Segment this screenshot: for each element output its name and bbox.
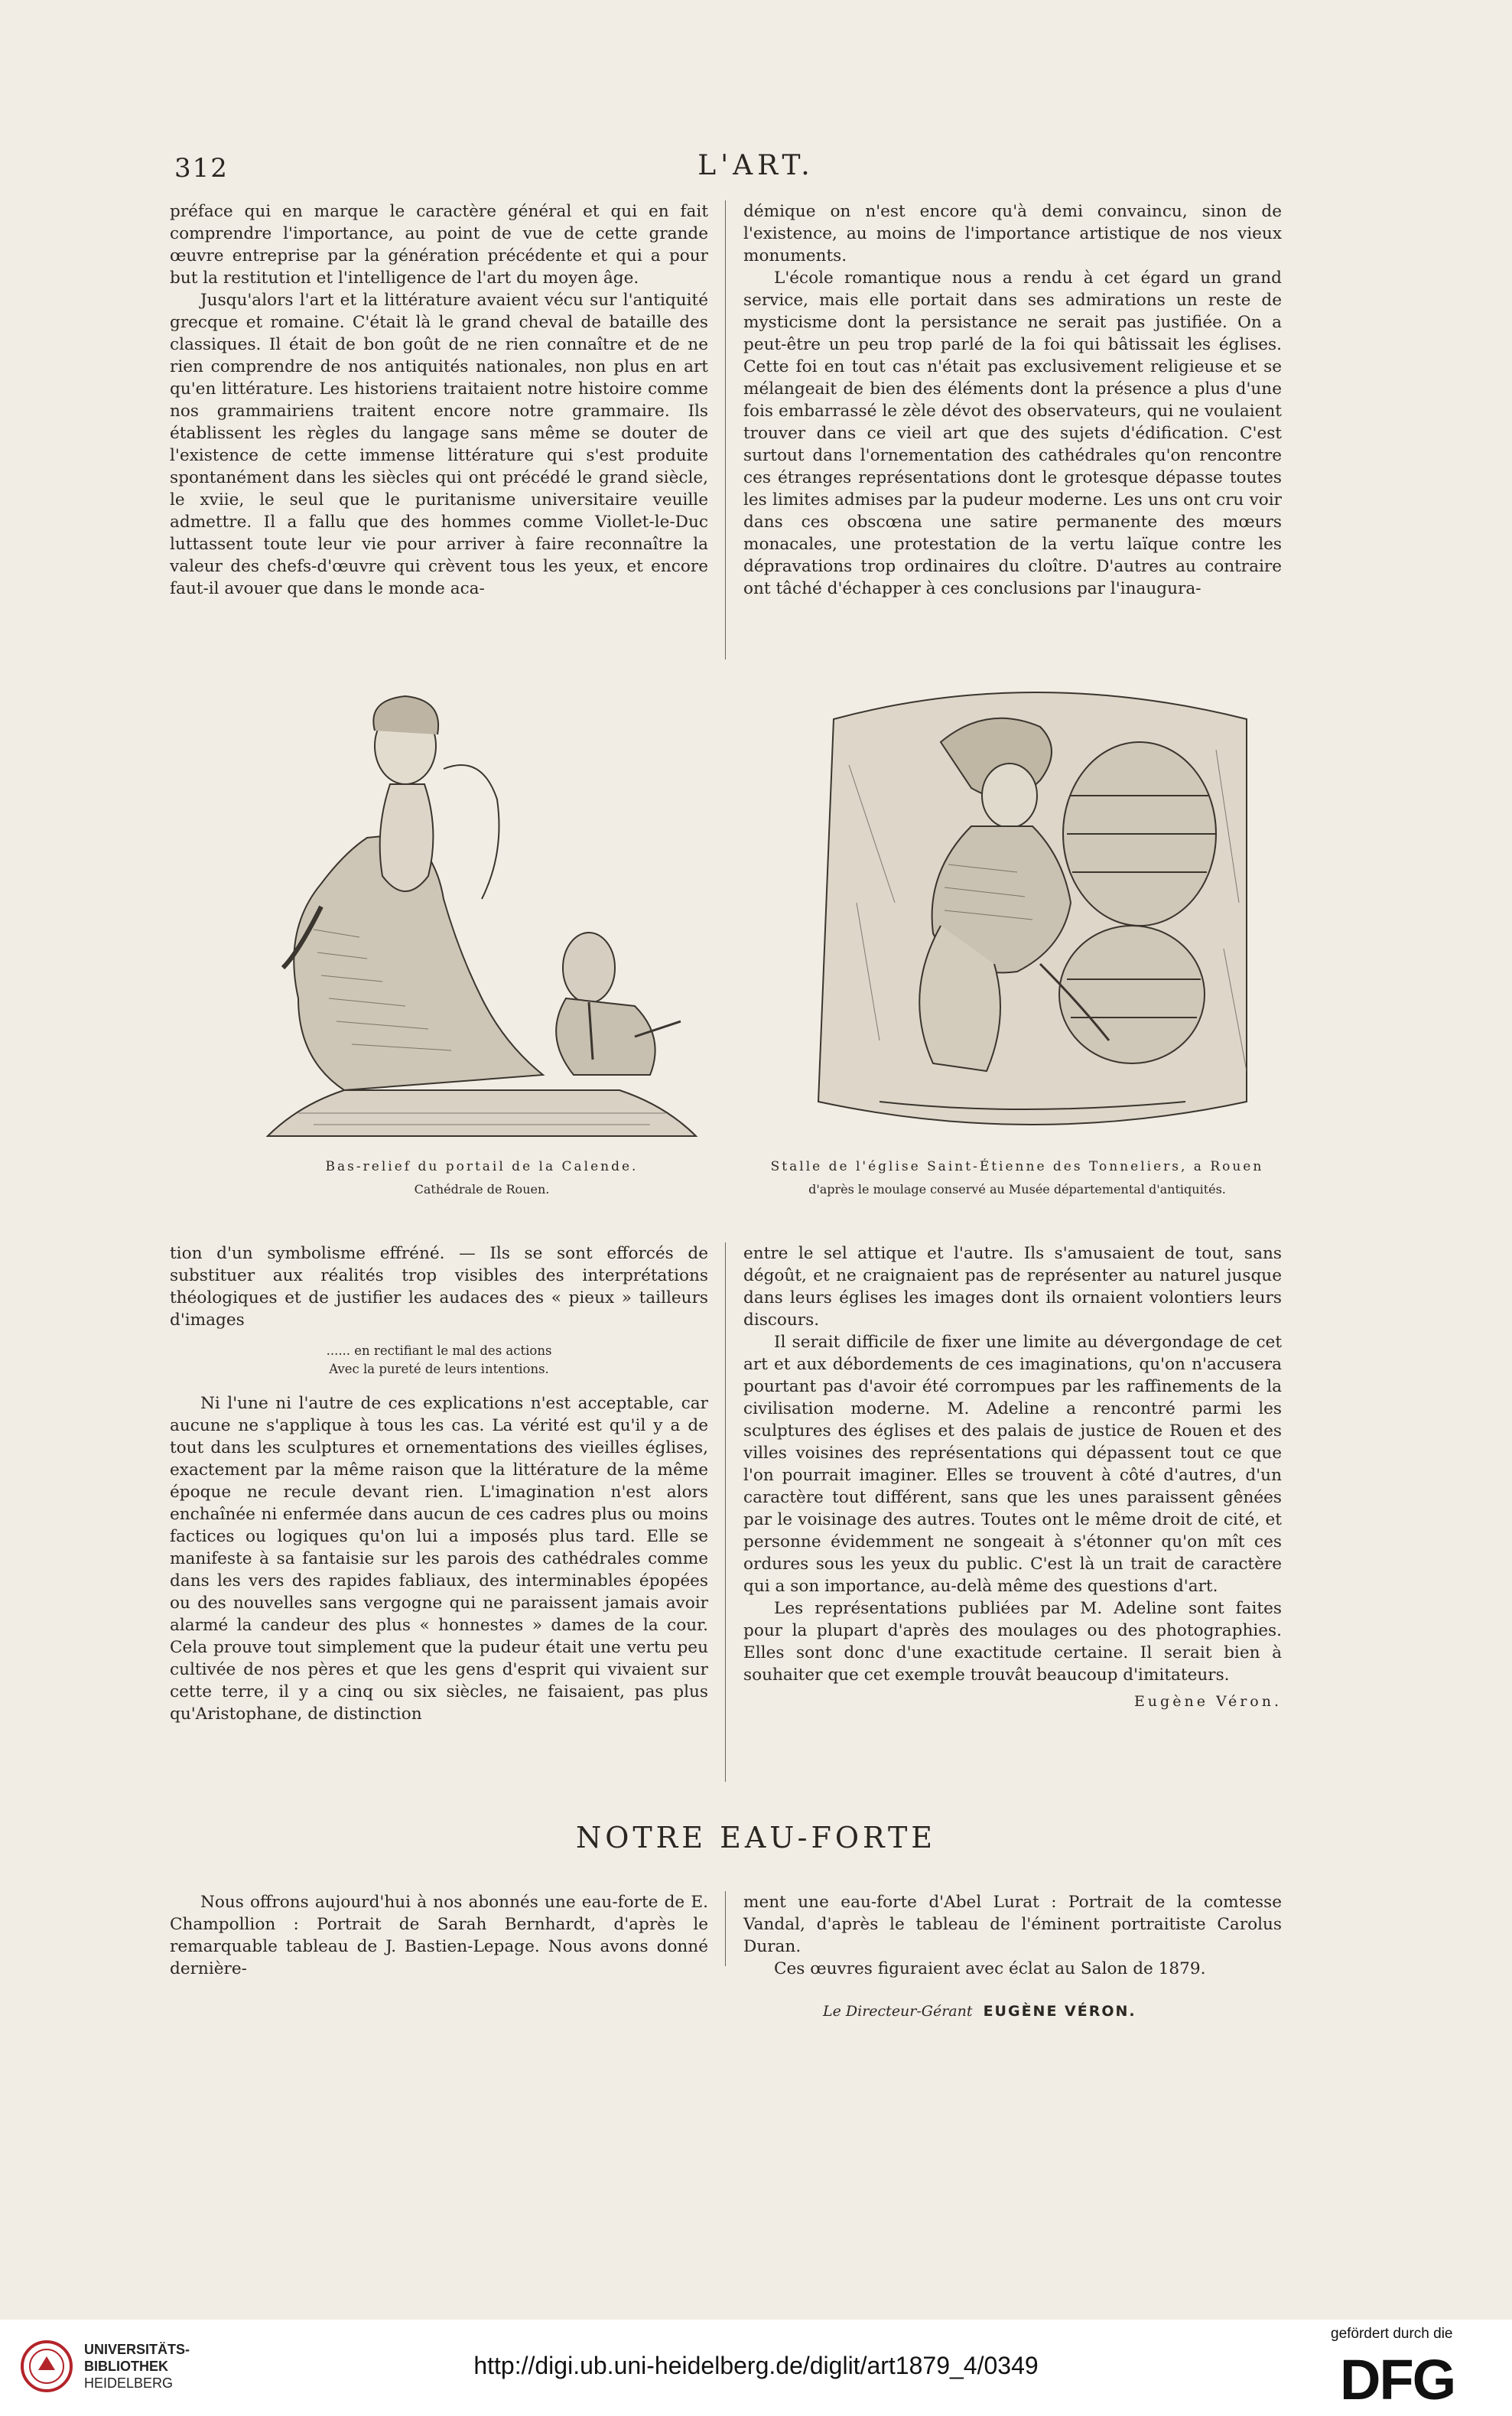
section-right-column bbox=[743, 1891, 1282, 1980]
paragraph: Les représentations publiées par M. Adeline sont faites pour la plupart d'après des moulages ou des photographies. Elles sont donc d'une exactitude certaine. Il serait bien à souhaiter que cet exemple trouvât beaucoup d'imitateurs. bbox=[743, 1599, 1282, 1685]
figure-caption-right-1: Stalle de l'église Saint-Étienne des Tonneliers, a Rouen bbox=[770, 1159, 1264, 1174]
page-number: 312 bbox=[174, 153, 229, 184]
director-signature bbox=[823, 2003, 1136, 2020]
source-url-link[interactable]: http://digi.ub.uni-heidelberg.de/diglit/art1879_4/0349 bbox=[473, 2352, 1039, 2379]
top-right-column bbox=[743, 200, 1282, 600]
column-rule bbox=[725, 1891, 726, 1966]
bas-relief-illustration bbox=[252, 677, 711, 1151]
bottom-right-column bbox=[743, 1242, 1282, 1713]
top-left-column bbox=[170, 200, 708, 600]
library-line: HEIDELBERG bbox=[84, 2375, 174, 2391]
paragraph: démique on n'est encore qu'à demi convaincu, sinon de l'existence, au moins de l'importance artistique de nos vieux monuments. bbox=[743, 202, 1282, 265]
column-rule bbox=[725, 1242, 726, 1782]
funded-by-text: gefördert durch die bbox=[1331, 2326, 1453, 2342]
verse-line: ...... en rectifiant le mal des actions bbox=[326, 1343, 552, 1358]
column-rule bbox=[725, 200, 726, 659]
signature: Eugène Véron. bbox=[1133, 1693, 1282, 1710]
director-label: Le Directeur-Gérant bbox=[823, 2003, 973, 2020]
paragraph: Jusqu'alors l'art et la littérature avaient vécu sur l'antiquité grecque et romaine. C'était là le grand cheval de bataille des classiques. Il était de bon goût de ne rien connaître et de ne rien comprendre de nos antiquités nationales, non plus en art qu'en littérature. Les historiens traitaient notre histoire comme nos grammairiens traitent encore notre grammaire. Ils établissent les règles du langage sans même se douter de l'existence de cette immense littérature qui s'est produite spontanément dans les siècles qui ont précédé le grand siècle, le xviie, le seul que le puritanisme universitaire veuille admettre. Il a fallu que des hommes comme Viollet-le-Duc luttassent toute leur vie pour arriver à faire reconnaître la valeur des chefs-d'œuvre qui crèvent tous les yeux, et encore faut-il avouer que dans le monde aca- bbox=[170, 291, 708, 598]
running-title: L'ART. bbox=[697, 150, 815, 181]
paragraph: Ces œuvres figuraient avec éclat au Salon de 1879. bbox=[774, 1959, 1206, 1978]
figure-caption-right-2: d'après le moulage conservé au Musée départemental d'antiquités. bbox=[808, 1182, 1226, 1197]
stalle-illustration bbox=[788, 673, 1277, 1151]
bottom-left-column bbox=[170, 1242, 708, 1725]
verse-line: Avec la pureté de leurs intentions. bbox=[329, 1362, 549, 1376]
library-line: UNIVERSITÄTS- bbox=[84, 2342, 190, 2357]
paragraph: ment une eau-forte d'Abel Lurat : Portrait de la comtesse Vandal, d'après le tableau de l'éminent portraitiste Carolus Duran. bbox=[743, 1893, 1282, 1956]
dfg-logo: DFG bbox=[1340, 2348, 1455, 2411]
director-name: EUGÈNE VÉRON. bbox=[983, 2003, 1136, 2020]
figure-caption-left-2: Cathédrale de Rouen. bbox=[414, 1182, 550, 1197]
paragraph: Ni l'une ni l'autre de ces explications n'est acceptable, car aucune ne s'applique à tous les cas. La vérité est qu'il y a de tout dans les sculptures et ornementations des vieilles églises, exactement par la même raison que la littérature de la même époque ne recule devant rien. L'imagination n'est alors enchaînée ni enfermée dans aucun de ces cadres plus ou moins factices ou logiques qu'on lui a imposés plus tard. Elle se manifeste à sa fantaisie sur les parois des cathédrales comme dans les vers des rapides fabliaux, des interminables épopées ou des nouvelles sans vergogne qui ne paraissent jamais avoir alarmé la candeur des plus « honnestes » dames de la cour. Cela prouve tout simplement que la pudeur était une vertu peu cultivée de nos pères et que les gens d'esprit qui vivaient sur cette terre, il y a cinq ou six siècles, ne faisaient, pas plus qu'Aristophane, de distinction bbox=[170, 1394, 708, 1724]
paragraph: entre le sel attique et l'autre. Ils s'amusaient de tout, sans dégoût, et ne craignaient pas de représenter au naturel jusque dans leurs églises les images dont ils ornaient volontiers leurs discours. bbox=[743, 1244, 1282, 1330]
paragraph: préface qui en marque le caractère général et qui en fait comprendre l'importance, au point de vue de cette grande œuvre entreprise par la génération précédente et qui a pour but la restitution et l'intelligence de l'art du moyen âge. bbox=[170, 202, 708, 288]
library-line: BIBLIOTHEK bbox=[84, 2359, 168, 2374]
paragraph: L'école romantique nous a rendu à cet égard un grand service, mais elle portait dans ses admirations un reste de mysticisme dont la persistance ne serait pas justifiée. On a peut-être un peu trop parlé de la foi qui bâtissait les églises. Cette foi en tout cas n'était pas exclusivement religieuse et se mélangeait de bien des éléments dont la présence a plus d'une fois embarrassé le zèle dévot des observateurs, qui ne voulaient trouver dans ce vieil art que des sujets d'édification. C'est surtout dans l'ornementation des cathédrales qu'on rencontre ces étranges représentations dont le grotesque dépasse toutes les limites admises par la pudeur moderne. Les uns ont cru voir dans ces obscœna une satire permanente des mœurs monacales, une protestation de la vertu laïque contre les dépravations trop ordinaires du cloître. D'autres au contraire ont tâché d'échapper à ces conclusions par l'inaugura- bbox=[743, 269, 1282, 598]
verse-quote bbox=[170, 1342, 708, 1379]
figure-caption-left-1: Bas-relief du portail de la Calende. bbox=[325, 1159, 639, 1174]
paragraph: Nous offrons aujourd'hui à nos abonnés une eau-forte de E. Champollion : Portrait de Sarah Bernhardt, d'après le remarquable tableau de J. Bastien-Lepage. Nous avons donné dernière- bbox=[170, 1893, 708, 1978]
section-left-column bbox=[170, 1891, 708, 1980]
paragraph: Il serait difficile de fixer une limite au dévergondage de cet art et aux débordements de ces imaginations, qu'on n'accusera pourtant pas d'avoir été corrompues par les raffinements de la civilisation moderne. M. Adeline a rencontré parmi les sculptures des églises et des palais de justice de Rouen et des villes voisines des représentations qui dépassent tout ce que l'on pourrait imaginer. Elles se trouvent à côté d'autres, d'un caractère tout différent, sans que les unes paraissent gênées par le voisinage des autres. Toutes ont le même droit de cité, et personne évidemment ne songeait à s'étonner qu'on mît ces ordures sous les yeux du public. C'est là un trait de caractère qui a son importance, au-delà même des questions d'art. bbox=[743, 1333, 1282, 1596]
section-title: NOTRE EAU-FORTE bbox=[575, 1821, 937, 1854]
paragraph: tion d'un symbolisme effréné. — Ils se sont efforcés de substituer aux réalités trop visibles des interprétations théologiques et de justifier les audaces des « pieux » tailleurs d'images bbox=[170, 1244, 708, 1330]
